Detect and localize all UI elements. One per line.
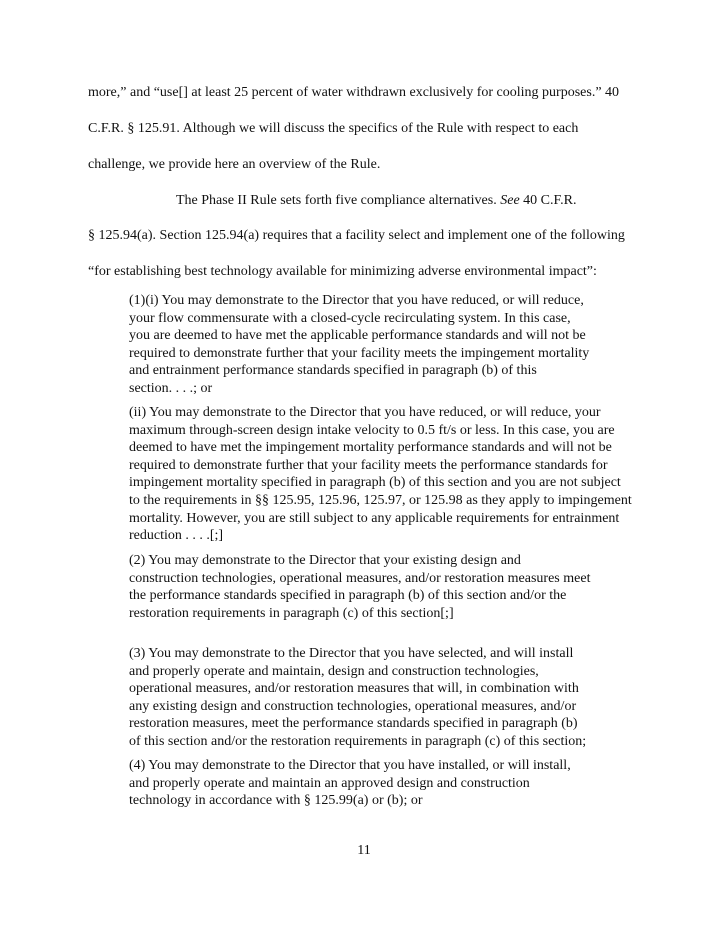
quote-line: impingement mortality specified in paragraph (b) of this section and you are not subject [129, 475, 621, 491]
body-line: “for establishing best technology available for minimizing adverse environmental impact”: [88, 264, 597, 279]
quote-line: and entrainment performance standards specified in paragraph (b) of this [129, 363, 537, 379]
quote-line: to the requirements in §§ 125.95, 125.96, 125.97, or 125.98 as they apply to impingement [129, 492, 632, 508]
quote-line: construction technologies, operational measures, and/or restoration measures meet [129, 570, 591, 586]
quote-line: required to demonstrate further that your facility meets the impingement mortality [129, 345, 590, 361]
body-line: § 125.94(a). Section 125.94(a) requires that a facility select and implement one of the following [88, 228, 625, 243]
quote-line: restoration requirements in paragraph (c) of this section[;] [129, 605, 454, 621]
quote-line: reduction . . . .[;] [129, 528, 224, 544]
block-quote [129, 645, 649, 751]
block-quote [129, 292, 649, 398]
quote-line: (1)(i) You may demonstrate to the Director that you have reduced, or will reduce, [129, 293, 584, 308]
body-line: challenge, we provide here an overview of the Rule. [88, 157, 381, 172]
citation-signal: See [500, 193, 520, 208]
paragraph-text: The Phase II Rule sets forth five compliance alternatives. [176, 193, 501, 208]
quote-line: (ii) You may demonstrate to the Director that you have reduced, or will reduce, your [129, 405, 601, 420]
quote-line: you are deemed to have met the applicable performance standards and will not be [129, 328, 586, 344]
quote-line: technology in accordance with § 125.99(a) or (b); or [129, 793, 423, 809]
quote-line: (3) You may demonstrate to the Director that you have selected, and will install [129, 646, 574, 661]
quote-line: operational measures, and/or restoration measures that will, in combination with [129, 681, 579, 697]
quote-line: (4) You may demonstrate to the Director that you have installed, or will install, [129, 758, 571, 773]
paragraph-first-line [176, 193, 577, 209]
quote-line: deemed to have met the impingement mortality performance standards and will not be [129, 440, 612, 456]
paragraph-text: 40 C.F.R. [519, 193, 577, 208]
quote-line: section. . . .; or [129, 380, 213, 396]
page-number: 11 [357, 843, 371, 858]
quote-line: restoration measures, meet the performance standards specified in paragraph (b) [129, 716, 578, 732]
quote-line: of this section and/or the restoration requirements in paragraph (c) of this section; [129, 733, 587, 749]
block-quote [129, 757, 649, 810]
quote-line: your flow commensurate with a closed-cycle recirculating system. In this case, [129, 310, 571, 326]
block-quote [129, 404, 649, 545]
quote-line: maximum through-screen design intake velocity to 0.5 ft/s or less. In this case, you are [129, 422, 615, 438]
quote-line: and properly operate and maintain, design and construction technologies, [129, 663, 539, 679]
quote-line: and properly operate and maintain an approved design and construction [129, 775, 530, 791]
quote-line: any existing design and construction technologies, operational measures, and/or [129, 698, 577, 714]
body-line: more,” and “use[] at least 25 percent of water withdrawn exclusively for cooling purposes.” 40 [88, 85, 620, 100]
quote-line: (2) You may demonstrate to the Director that your existing design and [129, 553, 521, 568]
quote-line: the performance standards specified in paragraph (b) of this section and/or the [129, 588, 567, 604]
block-quote [129, 552, 649, 622]
quote-line: mortality. However, you are still subject to any applicable requirements for entrainment [129, 510, 620, 526]
quote-line: required to demonstrate further that your facility meets the performance standards for [129, 457, 608, 473]
body-line: C.F.R. § 125.91. Although we will discuss the specifics of the Rule with respect to each [88, 121, 579, 136]
